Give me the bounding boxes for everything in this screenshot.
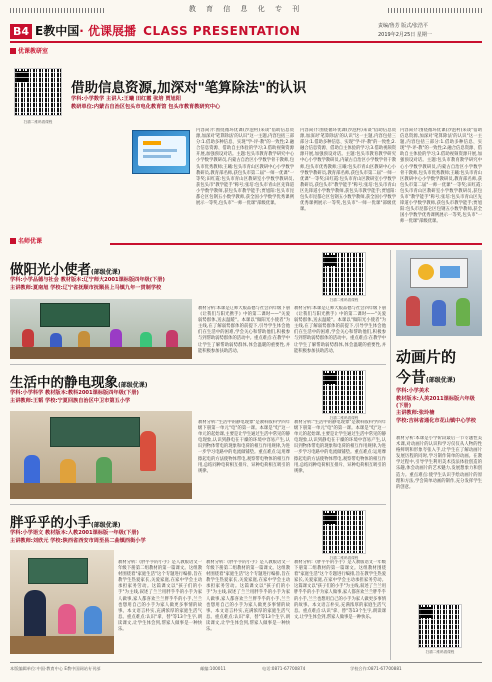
qr-code-article2[interactable] xyxy=(322,252,366,296)
footer-postcode: 邮编:100011 xyxy=(200,666,226,671)
right-column-divider xyxy=(390,250,391,660)
article1-body-col2: 内容简介:围绕循环优课(沙泡村)来谈"借助信息资源,加深对'笔算除法'的认识"这一主题,内容包括三部分:1.借助多种信息、实现"学-评-教"的一致性;2.融合信息资源、借助自主体验的学习;3.借助视频资源开展,加强预设对话。主题:包头市教育教学研究中心小学数学教研员,内蒙古自治区小学数学骨干教师,包头市优秀教师;王曦:包头市青山区教研中心小学数学教研员,教育部名师,获包头市第二届"一师一优课"一等奖;田红霞:包头市青山区教研室小学数学教研员,获包头市"教学能手"称号;张培:包头市青山区先锋道小学数学教师,获包头市教学能手;贾旭阳:包头市昆都仑区包钢五小数学教师,获全国小学数学优秀课例展示一等奖,包头市"一师一优课"部级优课。 xyxy=(300,128,396,213)
footer-left: 本版编辑单位:中国·教育中心 E教中国网站专刊部 xyxy=(10,666,101,671)
article1-photo xyxy=(132,130,190,174)
masthead-slogan: 教 育 信 息 化 专 刊 xyxy=(188,5,304,13)
article1-subject-line: 学科:小学数学 主讲人:王曦 田红霞 张培 贾旭阳 xyxy=(71,96,181,102)
section-label-teachers-text: 名师优课 xyxy=(18,238,43,245)
article2-body-col2: 教材分析:本课是辽师大版品德与社会四年级下册《让我们与阳光携手》中的第二课时——"关爱弱势群体,送去温暖"。本课以"做阳光小使者"为主线,在了解弱势群体的前提下,引导学生体会他们在生活中的困难,学会关心和帮助他们,积极参与到帮助弱势群体的活动中。重点难点:在教学中让学生了解帮助弱势群体,体会温暖的重要性,并能积极参加扶助活动。 xyxy=(294,306,386,354)
article4-teacher-line: 主讲教师:刘欣元 学校:陕西省西安市周至县二曲镇西街小学 xyxy=(10,538,146,544)
qr-code-article3[interactable] xyxy=(322,370,366,414)
article3-tag: (部级优课) xyxy=(118,382,148,389)
article3-subject-line: 学科:小学科学 教材版本:教科2001课标版四年级(下册) xyxy=(10,390,139,396)
qr-caption-article3: 扫描二维码看课程 xyxy=(329,416,359,420)
article5-title-line2 xyxy=(396,366,456,387)
article4-subject-line: 学科:小学语文 教材版本:人教2001课标版一年级(下册) xyxy=(10,530,139,536)
article4-body-col3: 教材分析:《胖乎乎的小手》是人教版语文一年级下册第二组教材的第一篇课文。这组教材围绕着"家庭生活"这个专题进行编排,旨在教学生热爱家长,关爱家庭,在家中学会主动承担家务劳动。这篇课文以"孩子们的小手"为主线,叙述了兰兰用胖乎乎的小手为家人做事,家人都喜欢兰兰胖乎乎的小手,兰兰也想用自己的小手为家人做更多事情的故事。本文语言朴实,充满浓厚的家庭生活气息。重点难点:认识"拿、替"等13个生字,朗读课文,让学生体会到,帮家人做事是一种快乐。 xyxy=(294,560,386,620)
article4-body-col2: 教材分析:《胖乎乎的小手》是人教版语文一年级下册第二组教材的第一篇课文。这组教材围绕着"家庭生活"这个专题进行编排,旨在教学生热爱家长,关爱家庭,在家中学会主动承担家务劳动。这篇课文以"孩子们的小手"为主线,叙述了兰兰用胖乎乎的小手为家人做事,家人都喜欢兰兰胖乎乎的小手,兰兰也想用自己的小手为家人做更多事情的故事。本文语言朴实,充满浓厚的家庭生活气息。重点难点:认识"拿、替"等13个生字,朗读课文,让学生体会到,帮家人做事是一种快乐。 xyxy=(206,560,290,633)
article3-title-text: 生活中的静电现象 xyxy=(10,375,118,391)
masthead-rule xyxy=(10,41,482,43)
masthead-dots-left xyxy=(10,8,104,13)
article4-tag: (部级优课) xyxy=(91,522,121,529)
article1-school-line: 教研单位:内蒙古自治区包头市电化教育馆 包头市教育教研究中心 xyxy=(71,104,221,110)
article3-teacher-line: 主讲教师:王韬 学校:宁夏回族自治区中卫市第五小学 xyxy=(10,398,131,404)
article2-tag: (部级优课) xyxy=(91,269,121,276)
article2-body-col1: 教材分析:本课是辽师大版品德与社会四年级下册《让我们与阳光携手》中的第二课时——"关爱弱势群体,送去温暖"。本课以"做阳光小使者"为主线,在了解弱势群体的前提下,引导学生体会他们在生活中的困难,学会关心和帮助他们,积极参与到帮助弱势群体的活动中。重点难点:在教学中让学生了解帮助弱势群体,体会温暖的重要性,并能积极参加扶助活动。 xyxy=(198,306,290,354)
article5-subject-line: 学科:小学美术 xyxy=(396,388,430,394)
column-title: · 优课展播 xyxy=(79,24,136,38)
masthead-dots-right xyxy=(388,8,482,13)
footer-cooperation: 学校合作:0871-67700881 xyxy=(350,666,402,671)
qr-caption-article4: 扫描二维码看课程 xyxy=(329,556,359,560)
article2-photo xyxy=(10,299,192,359)
article1-title: 借助信息资源,加深对"笔算除法"的认识 xyxy=(71,80,307,96)
article3-photo xyxy=(10,411,192,499)
qr-caption-article1: 扫描二维码看课程 xyxy=(23,120,53,124)
column-en-title: CLASS PRESENTATION xyxy=(143,24,301,38)
divider-article2 xyxy=(10,364,386,365)
article2-teacher-line: 主讲教师:夏南旭 学校:辽宁省抚顺市抚顺县上马镇九年一贯制学校 xyxy=(10,285,162,291)
article2-title-text: 做阳光小使者 xyxy=(10,262,91,278)
logo-text: E教中国 xyxy=(35,24,80,38)
article2-subject-line: 学科:小学品德与社会 教材版本:辽宁师大2001课标版四年级(下册) xyxy=(10,277,165,283)
qr-caption-article2: 扫描二维码看课程 xyxy=(329,298,359,302)
article3-title xyxy=(10,371,148,391)
qr-code-article1[interactable] xyxy=(14,68,62,116)
article4-title-text: 胖乎乎的小手 xyxy=(10,515,91,531)
section-label-research-text: 优课教研室 xyxy=(18,48,49,55)
article4-title xyxy=(10,511,121,531)
article5-edition-line: 教材版本:人美2011课标版六年级(下册) xyxy=(396,396,475,409)
logo xyxy=(35,22,300,39)
section-label-teachers xyxy=(10,236,110,245)
article5-photo xyxy=(396,250,482,336)
article1-body-col1: 内容简介:围绕循环优课(沙泡村)来谈"借助信息资源,加深对'笔算除法'的认识"这一主题,内容包括三部分:1.借助多种信息、实现"学-评-教"的一致性;2.融合信息资源、借助自主体验的学习;3.借助视频资源开展,加强预设对话。主题:包头市教育教学研究中心小学数学教研员,内蒙古自治区小学数学骨干教师,包头市优秀教师;王曦:包头市青山区教研中心小学数学教研员,教育部名师,获包头市第二届"一师一优课"一等奖;田红霞:包头市青山区教研室小学数学教研员,获包头市"教学能手"称号;张培:包头市青山区先锋道小学数学教师,获包头市教学能手;贾旭阳:包头市昆都仑区包钢五小数学教师,获全国小学数学优秀课例展示一等奖,包头市"一师一优课"部级优课。 xyxy=(196,128,294,207)
article5-tag: (部级优课) xyxy=(426,377,456,384)
article5-title-line2-text: 今昔 xyxy=(396,368,427,386)
article4-body-col1: 教材分析:《胖乎乎的小手》是人教版语文一年级下册第二组教材的第一篇课文。这组教材围绕着"家庭生活"这个专题进行编排,旨在教学生热爱家长,关爱家庭,在家中学会主动承担家务劳动。这篇课文以"孩子们的小手"为主线,叙述了兰兰用胖乎乎的小手为家人做事,家人都喜欢兰兰胖乎乎的小手,兰兰也想用自己的小手为家人做更多事情的故事。本文语言朴实,充满浓厚的家庭生活气息。重点难点:认识"拿、替"等13个生字,朗读课文,让学生体会到,帮家人做事是一种快乐。 xyxy=(118,560,202,633)
editor-credit: 责编/鲁芳 版式/张浩平 xyxy=(378,23,428,29)
article5-teacher-line: 主讲教师:张玲楠 xyxy=(396,410,435,416)
qr-code-article5[interactable] xyxy=(418,604,462,648)
article3-body-col1: 教材分析:"生活中的静电现象"是教科版科学四年级下册第一单元"电"的第一课。本课是"电"这一单元的起始课,主要是让学生通过生活中常见的静电现象,认识到静电在干燥的环境中容易产生,认识到物体带电的现象和电荷的相互作用规律,为进一步学习电路中的电流做铺垫。重点难点:运用摩擦起电的方法使物体带电,观察带电物体的相互作用,总结同种电荷相互排斥、异种电荷相互吸引的规律。 xyxy=(198,420,290,474)
section-label-research xyxy=(10,46,130,55)
footer-rule xyxy=(10,662,482,663)
divider-article3 xyxy=(10,504,386,505)
article5-school-line: 学校:吉林省通化市花山镇中心学校 xyxy=(396,418,476,424)
qr-code-article4[interactable] xyxy=(322,510,366,554)
issue-date: 2019年2月25日 星期一 xyxy=(378,32,432,38)
qr-caption-article5: 扫描二维码看课程 xyxy=(425,650,455,654)
article5-body: 教材分析:本课是小学阶段最后一节专题性美术课,对动画片的认识和学习仅仅从人物的性格鲜明和形象夸张入手,让学生在了解动画片发展历程的同时,学习制作简单的动画。在教学过程中,引导学生利用美术技法体验创造的乐趣,体会动画片的艺术魅力,发展想象力和创造力。重点难点:使学生认识手绘动画片的原理和方法,学会简单动画的制作,充分发挥学生的创意。 xyxy=(396,436,482,490)
article3-body-col2: 教材分析:"生活中的静电现象"是教科版科学四年级下册第一单元"电"的第一课。本课是"电"这一单元的起始课,主要是让学生通过生活中常见的静电现象,认识到静电在干燥的环境中容易产生,认识到物体带电的现象和电荷的相互作用规律,为进一步学习电路中的电流做铺垫。重点难点:运用摩擦起电的方法使物体带电,观察带电物体的相互作用,总结同种电荷相互排斥、异种电荷相互吸引的规律。 xyxy=(294,420,386,474)
article1-body-col3: 内容简介:围绕循环优课(沙泡村)来谈"借助信息资源,加深对'笔算除法'的认识"这一主题,内容包括三部分:1.借助多种信息、实现"学-评-教"的一致性;2.融合信息资源、借助自主体验的学习;3.借助视频资源开展,加强预设对话。主题:包头市教育教学研究中心小学数学教研员,内蒙古自治区小学数学骨干教师,包头市优秀教师;王曦:包头市青山区教研中心小学数学教研员,教育部名师,获包头市第二届"一师一优课"一等奖;田红霞:包头市青山区教研室小学数学教研员,获包头市"教学能手"称号;张培:包头市青山区先锋道小学数学教师,获包头市教学能手;贾旭阳:包头市昆都仑区包钢五小数学教师,获全国小学数学优秀课例展示一等奖,包头市"一师一优课"部级优课。 xyxy=(400,128,482,225)
article5-title-line1: 动画片的 xyxy=(396,348,457,366)
article2-title xyxy=(10,258,121,278)
article4-photo xyxy=(10,550,114,654)
page-number-badge: B4 xyxy=(10,24,32,39)
footer-phone: 电话:0871-67700874 xyxy=(262,666,306,671)
